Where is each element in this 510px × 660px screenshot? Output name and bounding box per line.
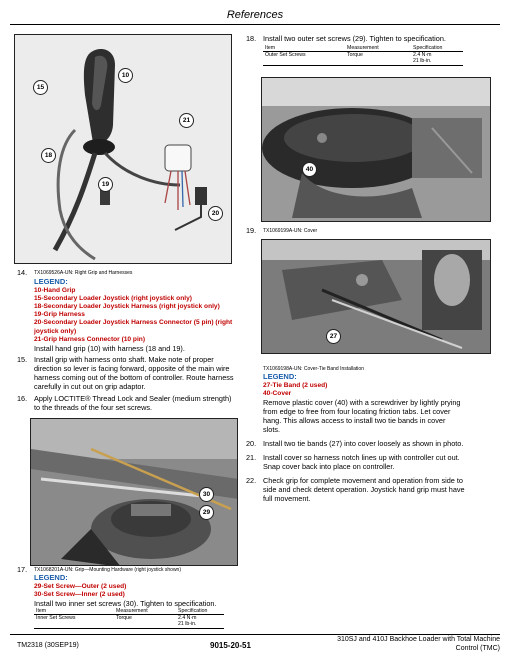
table-cell <box>34 621 114 628</box>
callout-29: 29 <box>199 505 214 520</box>
footer-title <box>320 636 500 653</box>
step-20-number: 20. <box>246 439 257 448</box>
text-line: carefully in cut out on grip adaptor. <box>34 382 146 392</box>
footer-doc-id: TM2318 (30SEP19) <box>17 642 79 649</box>
step-20-text: Install two tie bands (27) into cover loosely as shown in photo. <box>263 439 464 448</box>
legend-item: 40-Cover <box>263 389 292 397</box>
step-21-number: 21. <box>246 453 257 462</box>
figure-4-caption: TX1068201A-UN: Grip—Mounting Hardware (right joystick shown) <box>34 567 182 573</box>
legend-title: LEGEND: <box>263 372 297 381</box>
step-22-text <box>263 476 495 503</box>
figure-grip-harnesses <box>14 34 232 264</box>
table-cell: Torque <box>116 615 132 622</box>
callout-27: 27 <box>326 329 341 344</box>
table-cell: 21 lb-in. <box>411 58 463 65</box>
header-rule <box>10 24 500 25</box>
callout-10: 10 <box>118 68 133 83</box>
legend-title: LEGEND: <box>34 277 68 286</box>
step-19-legend <box>263 373 495 434</box>
legend-item: joystick only) <box>34 327 77 335</box>
step-14-text: Install hand grip (10) with harness (18 and 19). <box>34 343 185 353</box>
text-line: full movement. <box>263 494 311 504</box>
table-cell: Outer Set Screws <box>265 52 306 59</box>
text-line: Snap cover back into place on controller. <box>263 462 395 472</box>
footer-page-number: 9015-20-51 <box>210 641 251 650</box>
step-15-text <box>34 355 249 391</box>
step-22-number: 22. <box>246 476 257 485</box>
step-19-text <box>263 398 495 434</box>
text-line: harness coming out of the bottom of controller. Route harness <box>34 373 234 383</box>
legend-item: 30-Set Screw—Inner (2 used) <box>34 590 125 598</box>
step-17-text: Install two inner set screws (30). Tighten to specification. <box>34 598 217 608</box>
step-16-number: 16. <box>17 394 28 403</box>
legend-item: 18-Secondary Loader Joystick Harness (right joystick only) <box>34 302 220 310</box>
callout-18: 18 <box>41 148 56 163</box>
footer-title-line: Control (TMC) <box>455 644 500 652</box>
text-line: direction so lever is facing forward, opposite of the main wire <box>34 364 230 374</box>
table-cell <box>114 621 176 628</box>
text-line: side and check detent operation. Joystick hand grip must have <box>263 485 465 495</box>
figure-3-caption: TX1069198A-UN: Cover-Tie Band Installation <box>263 366 364 372</box>
step-14-number: 14. <box>17 268 28 277</box>
legend-item: 10-Hand Grip <box>34 286 76 294</box>
text-line: from edge to free from four locating friction tabs. Let cover <box>263 407 451 416</box>
text-line: to the threads of the four set screws. <box>34 403 153 413</box>
text-line: Check grip for complete movement and operation from side to <box>263 476 463 485</box>
page-header-title: References <box>226 9 284 21</box>
legend-item: 27-Tie Band (2 used) <box>263 381 328 389</box>
text-line: Install cover so harness notch lines up with controller cut out. <box>263 453 460 462</box>
step-17-legend <box>34 574 249 608</box>
legend-title: LEGEND: <box>34 573 68 582</box>
figure-cover-tie-band <box>261 239 491 354</box>
step-18-number: 18. <box>246 34 257 43</box>
table-header: Measurement <box>114 608 176 615</box>
table-cell: Torque <box>347 52 363 59</box>
table-header: Item <box>263 45 345 52</box>
step-19-number: 19. <box>246 226 257 235</box>
table-header: Specification <box>176 608 224 615</box>
table-cell: Inner Set Screws <box>36 615 76 622</box>
table-cell: 2.4 N·m <box>413 52 432 59</box>
step-17-spec-table <box>34 608 224 629</box>
legend-item: 29-Set Screw—Outer (2 used) <box>34 582 127 590</box>
step-15-number: 15. <box>17 355 28 364</box>
step-21-text <box>263 453 495 471</box>
step-14-legend <box>34 278 244 353</box>
callout-20: 20 <box>208 206 223 221</box>
text-line: Install grip with harness onto shaft. Make note of proper <box>34 355 214 364</box>
callout-15: 15 <box>33 80 48 95</box>
footer-rule <box>10 634 500 635</box>
table-cell: 2.4 N·m <box>178 615 197 622</box>
callout-30: 30 <box>199 487 214 502</box>
step-17-number: 17. <box>17 565 28 574</box>
callout-21: 21 <box>179 113 194 128</box>
text-line: Remove plastic cover (40) with a screwdriver by lightly prying <box>263 397 461 407</box>
tie-band-photo <box>262 240 491 354</box>
text-line: hang. This allows access to install two tie bands in cover <box>263 416 446 426</box>
step-18-text: Install two outer set screws (29). Tighten to specification. <box>263 34 446 43</box>
table-header: Specification <box>411 45 463 52</box>
callout-40: 40 <box>302 162 317 177</box>
footer-title-line: 310SJ and 410J Backhoe Loader with Total Machine <box>337 636 500 643</box>
legend-item: 15-Secondary Loader Joystick (right joystick only) <box>34 294 192 302</box>
legend-item: 19-Grip Harness <box>34 311 85 319</box>
figure-cover <box>261 77 491 222</box>
cover-photo <box>262 78 491 222</box>
figure-grip-mounting-hardware <box>30 418 238 566</box>
table-cell: 21 lb-in. <box>176 621 224 628</box>
figure-2-caption: TX1069199A-UN: Cover <box>263 228 318 234</box>
legend-item: 20-Secondary Loader Joystick Harness Connector (5 pin) (right <box>34 319 233 327</box>
figure-1-caption: TX1069526A-UN: Right Grip and Harnesses <box>34 270 133 276</box>
table-header: Item <box>34 608 114 615</box>
legend-item: 21-Grip Harness Connector (10 pin) <box>34 335 146 343</box>
table-cell <box>345 58 411 65</box>
callout-19: 19 <box>98 177 113 192</box>
step-18-spec-table <box>263 45 463 66</box>
step-16-text <box>34 394 249 412</box>
text-line: slots. <box>263 425 281 435</box>
table-header: Measurement <box>345 45 411 52</box>
table-cell <box>263 58 345 65</box>
text-line: Apply LOCTITE® Thread Lock and Sealer (medium strength) <box>34 394 232 403</box>
